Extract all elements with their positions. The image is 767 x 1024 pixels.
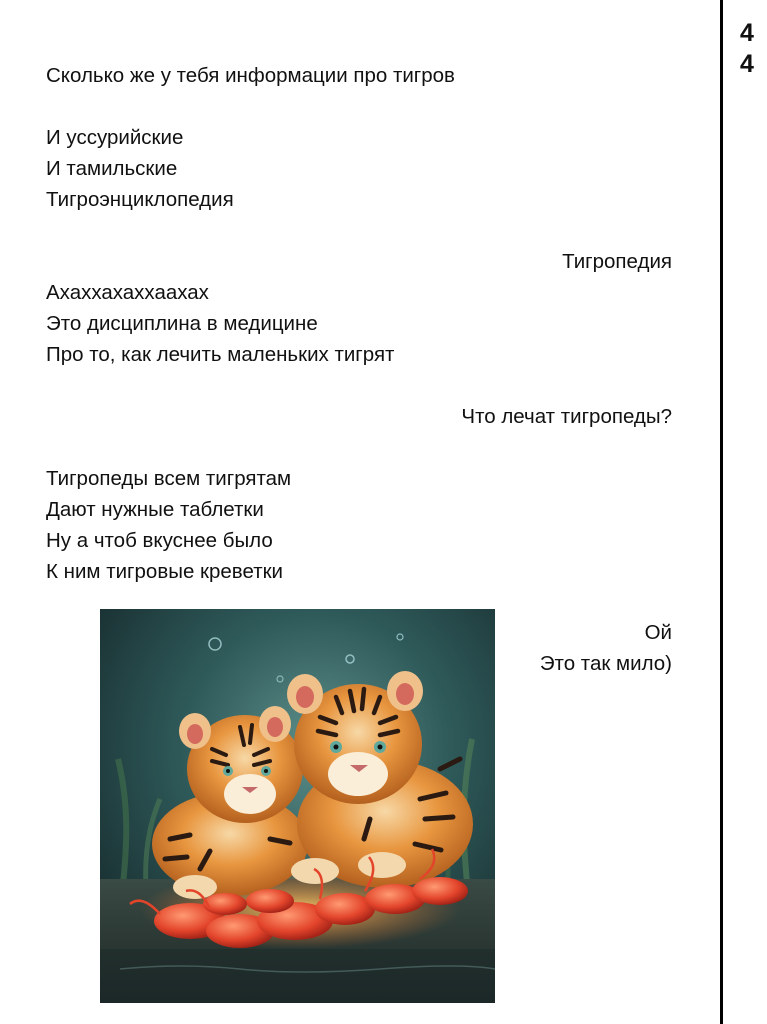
reply-line: Ой bbox=[644, 621, 672, 644]
page-number-digit: 4 bbox=[740, 19, 754, 47]
page-number-digit: 4 bbox=[740, 50, 754, 78]
reply-line: Это так мило) bbox=[539, 652, 672, 675]
message-line: Дают нужные таблетки bbox=[46, 498, 264, 521]
message-line: Тигроэнциклопедия bbox=[46, 188, 234, 211]
reply-line: Тигропедия bbox=[562, 250, 672, 273]
reply-line: Что лечат тигропеды? bbox=[461, 405, 672, 428]
message-line: Это дисциплина в медицине bbox=[46, 312, 318, 335]
message-group-4 bbox=[46, 463, 291, 587]
two-tiger-cubs-eating-shrimp-image bbox=[100, 609, 495, 1003]
message-line: К ним тигровые креветки bbox=[46, 560, 284, 583]
message-line: И уссурийские bbox=[46, 126, 184, 149]
message-line: Тигропеды всем тигрятам bbox=[46, 467, 292, 490]
message-line: И тамильские bbox=[46, 157, 178, 180]
reply-group-3 bbox=[540, 617, 672, 679]
message-group-2 bbox=[46, 122, 234, 215]
page-margin-rule bbox=[720, 0, 723, 1024]
message-group-1 bbox=[46, 60, 455, 91]
message-line: Ахаххахаххаахах bbox=[46, 281, 209, 304]
message-line: Про то, как лечить маленьких тигрят bbox=[46, 343, 395, 366]
message-line: Сколько же у тебя информации про тигров bbox=[46, 64, 455, 87]
page-number bbox=[732, 18, 762, 80]
reply-group-2 bbox=[461, 401, 672, 432]
message-line: Ну а чтоб вкуснее было bbox=[46, 529, 273, 552]
reply-group-1 bbox=[562, 246, 672, 277]
message-group-3 bbox=[46, 277, 394, 370]
